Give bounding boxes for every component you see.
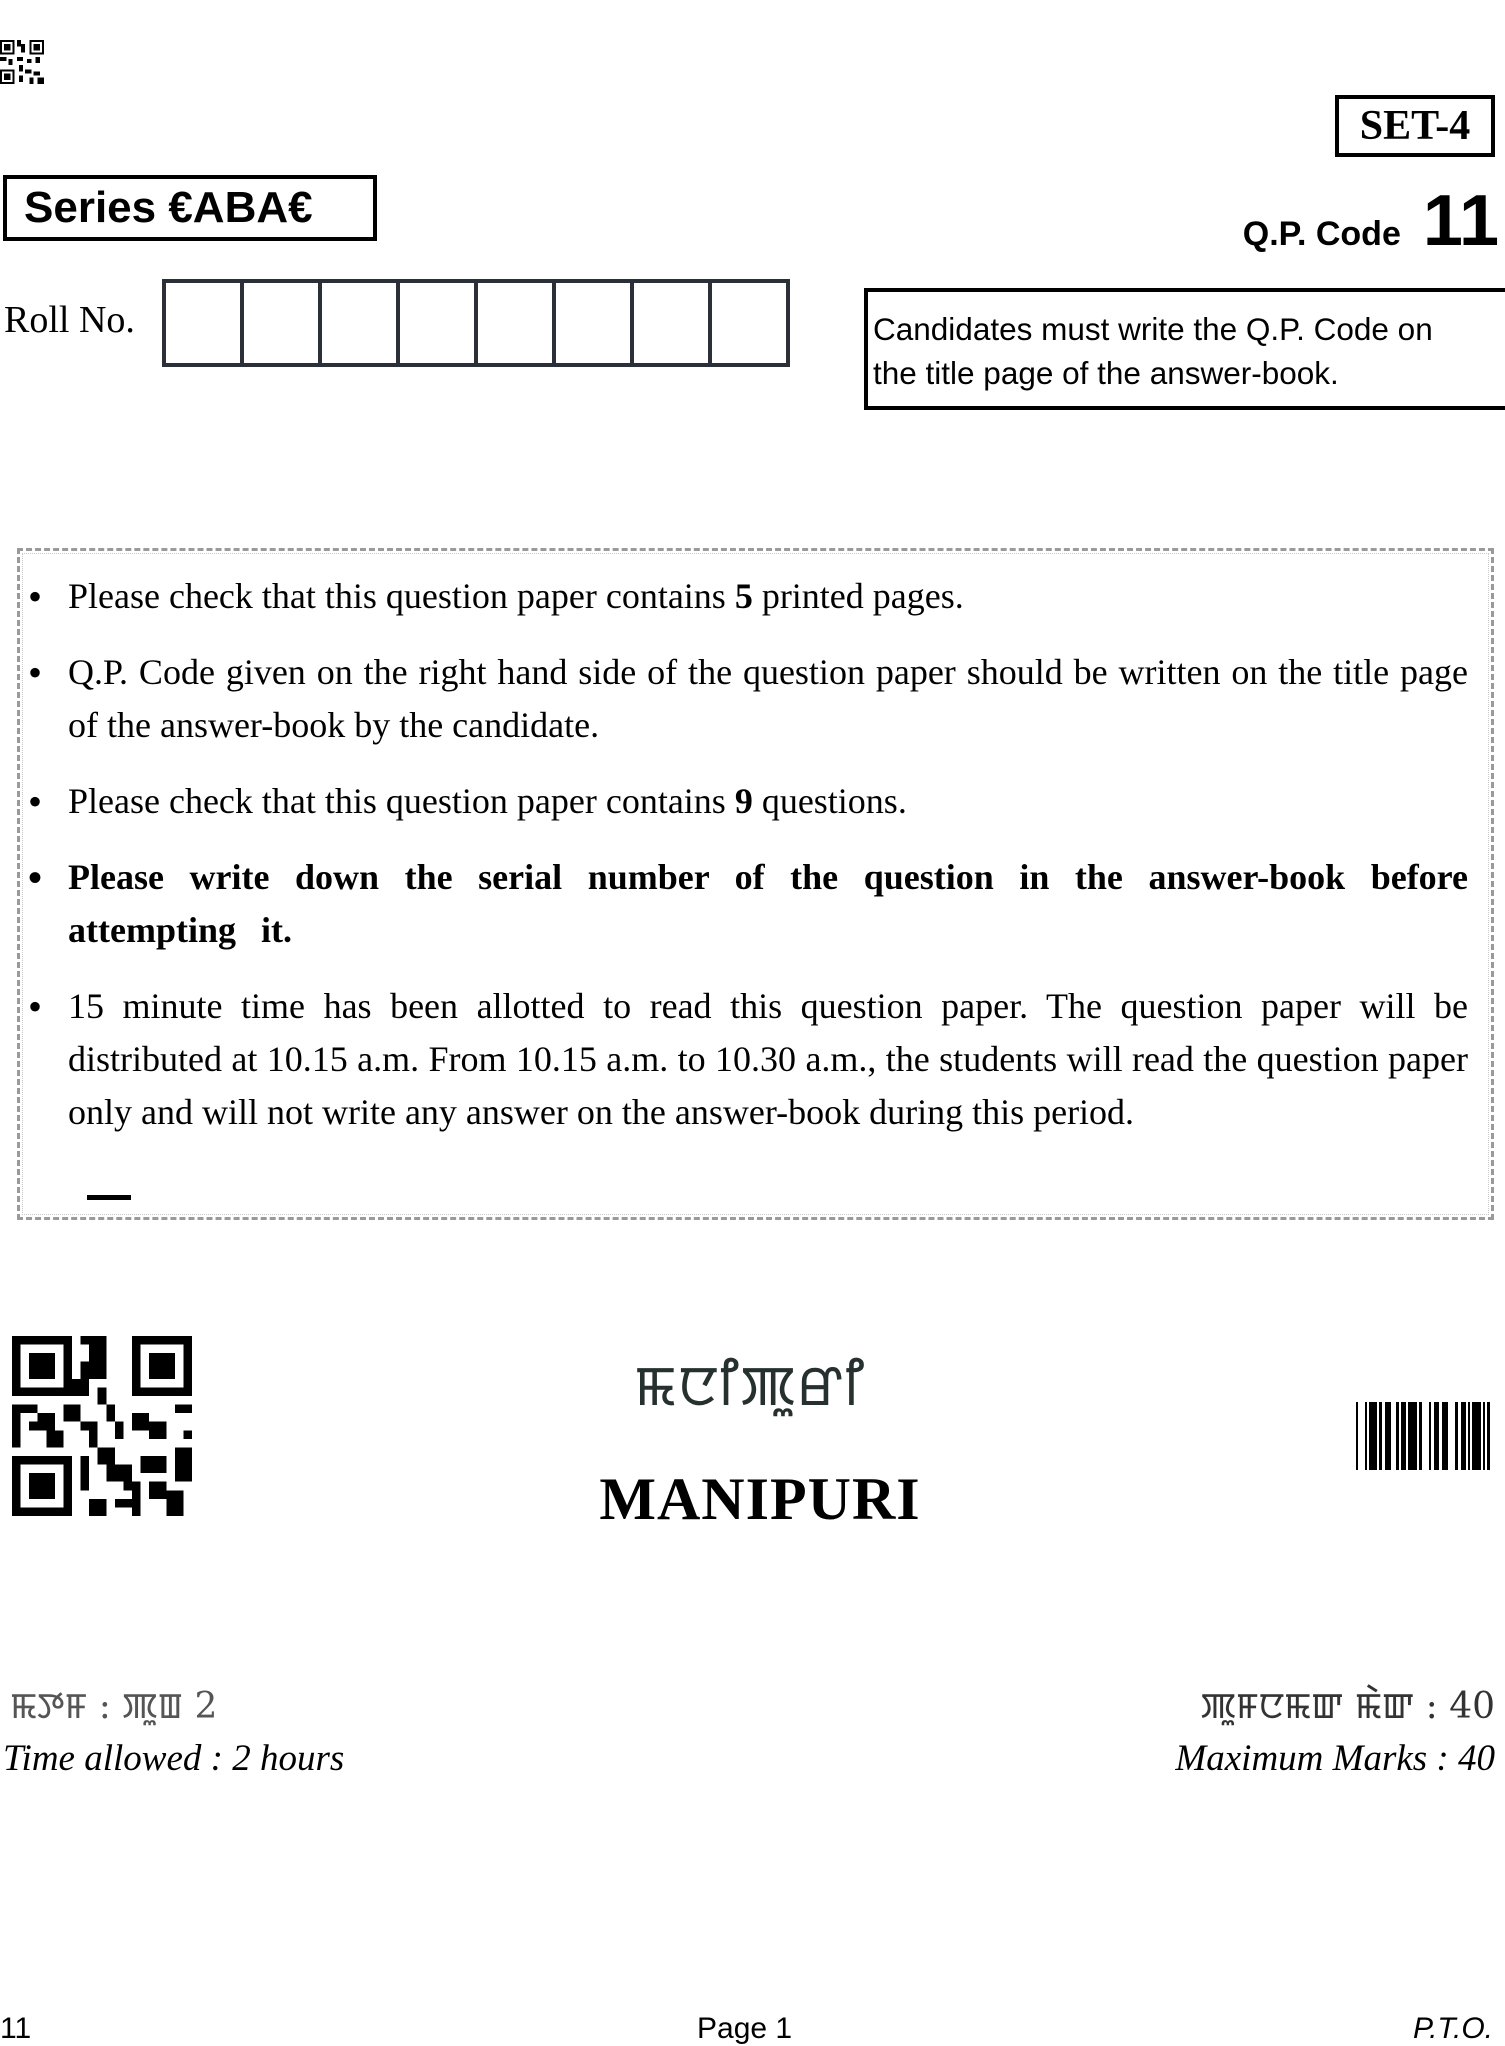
series-label: Series €ABA€ [24,183,313,232]
barcode-icon [1356,1402,1491,1470]
roll-no-digit-box[interactable] [322,283,400,363]
instruction-item-bold: • Please write down the serial number of the question in the answer-book before attempting it. [68,851,1468,957]
roll-no-digit-box[interactable] [244,283,322,363]
instruction-item: • Please check that this question paper contains 9 questions. [68,775,1468,828]
instructions-list [68,570,1468,1162]
instruction-item: • 15 minute time has been allotted to read this question paper. The question paper will be distributed at 10.15 a.m. From 10.15 a.m. to 10.30 a.m., the students will read the question paper only and will not write any answer on the answer-book during this period. [68,980,1468,1139]
qp-code-value: 11 [1422,181,1499,261]
time-allowed: Time allowed : 2 hours [3,1738,345,1779]
roll-no-digit-box[interactable] [478,283,556,363]
notice-line-1: Candidates must write the Q.P. Code on [873,311,1433,347]
instruction-item: • Q.P. Code given on the right hand side of the question paper should be written on the title page of the answer-book by the candidate. [68,646,1468,752]
footer-pto: P.T.O. [1412,2012,1493,2045]
footer-page-number: Page 1 [697,2012,793,2045]
footer-qp-code: 11 [0,2012,32,2045]
roll-no-digit-box[interactable] [400,283,478,363]
series-badge [3,175,377,241]
subject-meitei-script: ꯃꯅꯤꯄꯨꯔꯤ [634,1354,866,1419]
set-label: SET-4 [1359,103,1471,149]
max-marks-meitei: ꯄꯨꯝꯅꯃꯛ ꯃꯥꯛ : 40 [1200,1686,1495,1727]
max-marks: Maximum Marks : 40 [1175,1738,1495,1779]
qr-code-icon [12,1336,192,1516]
roll-no-label: Roll No. [4,299,135,341]
time-allowed-meitei: ꯃꯇꯝ : ꯄꯨꯡ 2 [10,1686,218,1727]
roll-no-digit-box[interactable] [634,283,712,363]
qr-code-small-icon [0,40,44,84]
set-badge [1335,95,1495,157]
subject-title: MANIPURI [599,1466,921,1532]
notice-line-2: the title page of the answer-book. [873,355,1339,391]
underline-mark [87,1195,131,1200]
instruction-item: • Please check that this question paper contains 5 printed pages. [68,570,1468,623]
roll-no-boxes [162,279,790,367]
roll-no-digit-box[interactable] [556,283,634,363]
roll-no-digit-box[interactable] [166,283,244,363]
roll-no-digit-box[interactable] [712,283,786,363]
page-footer [0,2012,1505,2045]
qp-code [1242,181,1499,261]
qp-code-notice [864,288,1505,410]
qp-code-label: Q.P. Code [1242,215,1401,253]
